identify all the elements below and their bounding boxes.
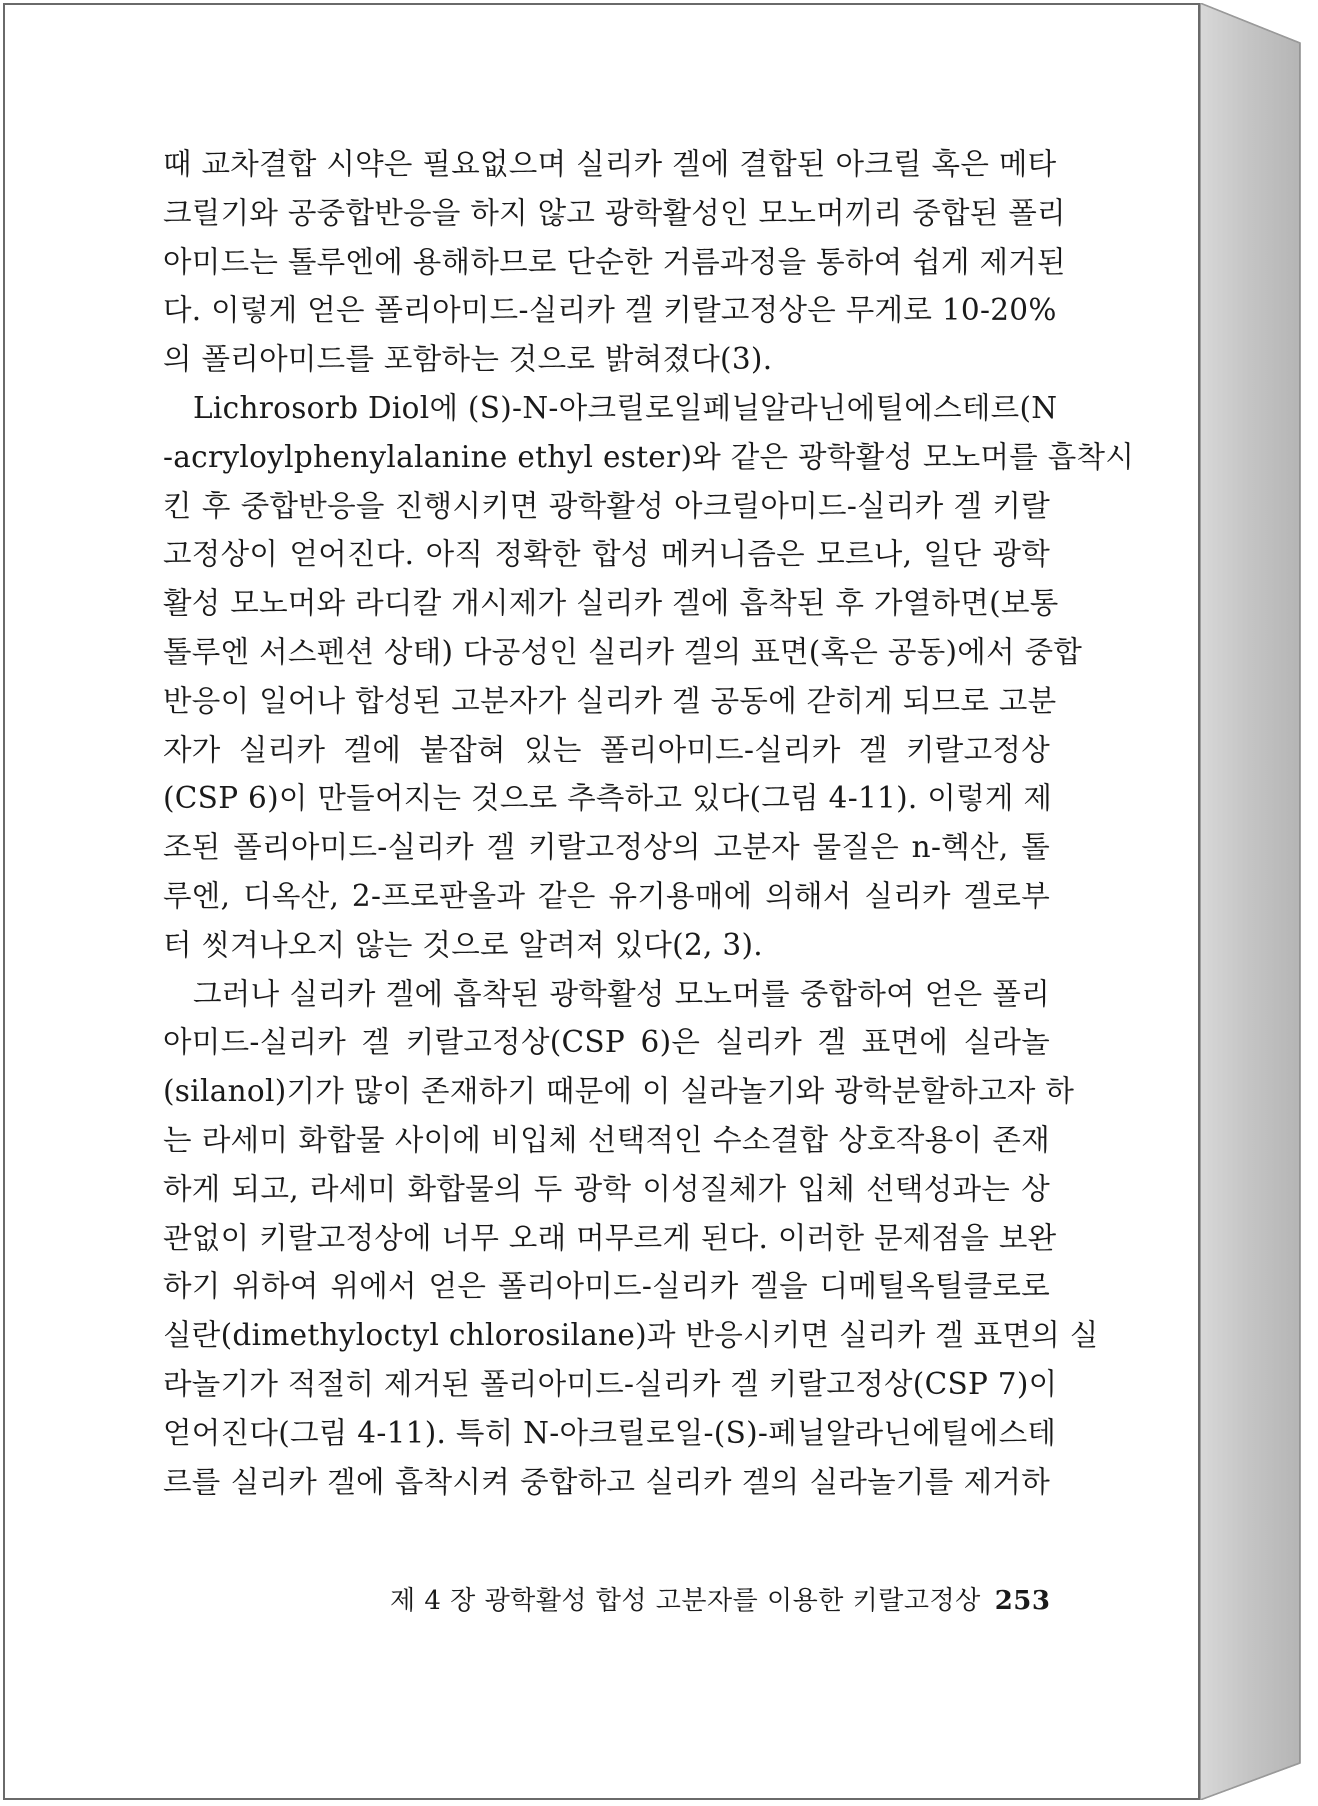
text-line: 활성 모노머와 라디칼 개시제가 실리카 겔에 흡착된 후 가열하면(보통 <box>163 586 1059 621</box>
text-line: 고정상이 얻어진다. 아직 정확한 합성 메커니즘은 모르나, 일단 광학 <box>163 537 1050 572</box>
text-line: 루엔, 디옥산, 2-프로판올과 같은 유기용매에 의해서 실리카 겔로부 <box>163 878 1050 913</box>
text-line: 실란(dimethyloctyl chlorosilane)과 반응시키면 실리카 겔 표면의 실 <box>163 1318 1099 1353</box>
text-line: 때 교차결합 시약은 필요없으며 실리카 겔에 결합된 아크릴 혹은 메타 <box>163 147 1057 181</box>
text-line: 관없이 키랄고정상에 너무 오래 머무르게 된다. 이러한 문제점을 보완 <box>163 1220 1057 1255</box>
text-line: 조된 폴리아미드-실리카 겔 키랄고정상의 고분자 물질은 n-헥산, 톨 <box>163 830 1050 865</box>
footer-chapter-title: 제 4 장 광학활성 합성 고분자를 이용한 키랄고정상 <box>390 1586 981 1616</box>
text-line: 의 폴리아미드를 포함하는 것으로 밝혀졌다(3). <box>163 342 773 377</box>
text-line: 아미드는 톨루엔에 용해하므로 단순한 거름과정을 통하여 쉽게 제거된 <box>163 244 1066 279</box>
text-line: 아미드-실리카 겔 키랄고정상(CSP 6)은 실리카 겔 표면에 실라놀 <box>163 1025 1050 1060</box>
text-line: 는 라세미 화합물 사이에 비입체 선택적인 수소결합 상호작용이 존재 <box>163 1122 1050 1157</box>
running-footer <box>390 1580 1051 1617</box>
book-page-edge <box>1200 3 1318 1800</box>
text-line: 얻어진다(그림 4-11). 특히 N-아크릴로일-(S)-페닐알라닌에틸에스테 <box>163 1415 1057 1450</box>
page-number: 253 <box>994 1586 1051 1616</box>
text-line: 크릴기와 공중합반응을 하지 않고 광학활성인 모노머끼리 중합된 폴리 <box>163 195 1066 230</box>
text-line: 킨 후 중합반응을 진행시키면 광학활성 아크릴아미드-실리카 겔 키랄 <box>163 488 1050 523</box>
text-line: 터 씻겨나오지 않는 것으로 알려져 있다(2, 3). <box>163 927 763 962</box>
text-line: Lichrosorb Diol에 (S)-N-아크릴로일페닐알라닌에틸에스테르(N <box>193 390 1058 425</box>
text-line: 라놀기가 적절히 제거된 폴리아미드-실리카 겔 키랄고정상(CSP 7)이 <box>163 1366 1058 1401</box>
body-text <box>163 140 1135 1506</box>
text-line: 자가 실리카 겔에 붙잡혀 있는 폴리아미드-실리카 겔 키랄고정상 <box>163 732 1050 767</box>
text-line: -acryloylphenylalanine ethyl ester)와 같은 광학활성 모노머를 흡착시 <box>163 439 1135 474</box>
text-line: 톨루엔 서스펜션 상태) 다공성인 실리카 겔의 표면(혹은 공동)에서 중합 <box>163 634 1083 669</box>
text-line: 다. 이렇게 얻은 폴리아미드-실리카 겔 키랄고정상은 무게로 10-20% <box>163 293 1057 328</box>
text-line: 하게 되고, 라세미 화합물의 두 광학 이성질체가 입체 선택성과는 상 <box>163 1171 1050 1206</box>
text-line: (CSP 6)이 만들어지는 것으로 추측하고 있다(그림 4-11). 이렇게 제 <box>163 781 1053 816</box>
text-line: 그러나 실리카 겔에 흡착된 광학활성 모노머를 중합하여 얻은 폴리 <box>193 976 1050 1011</box>
text-line: (silanol)기가 많이 존재하기 때문에 이 실라놀기와 광학분할하고자 하 <box>163 1074 1075 1109</box>
text-line: 하기 위하여 위에서 얻은 폴리아미드-실리카 겔을 디메틸옥틸클로로 <box>163 1269 1050 1304</box>
text-line: 반응이 일어나 합성된 고분자가 실리카 겔 공동에 갇히게 되므로 고분 <box>163 683 1057 718</box>
text-line: 르를 실리카 겔에 흡착시켜 중합하고 실리카 겔의 실라놀기를 제거하 <box>163 1464 1050 1499</box>
